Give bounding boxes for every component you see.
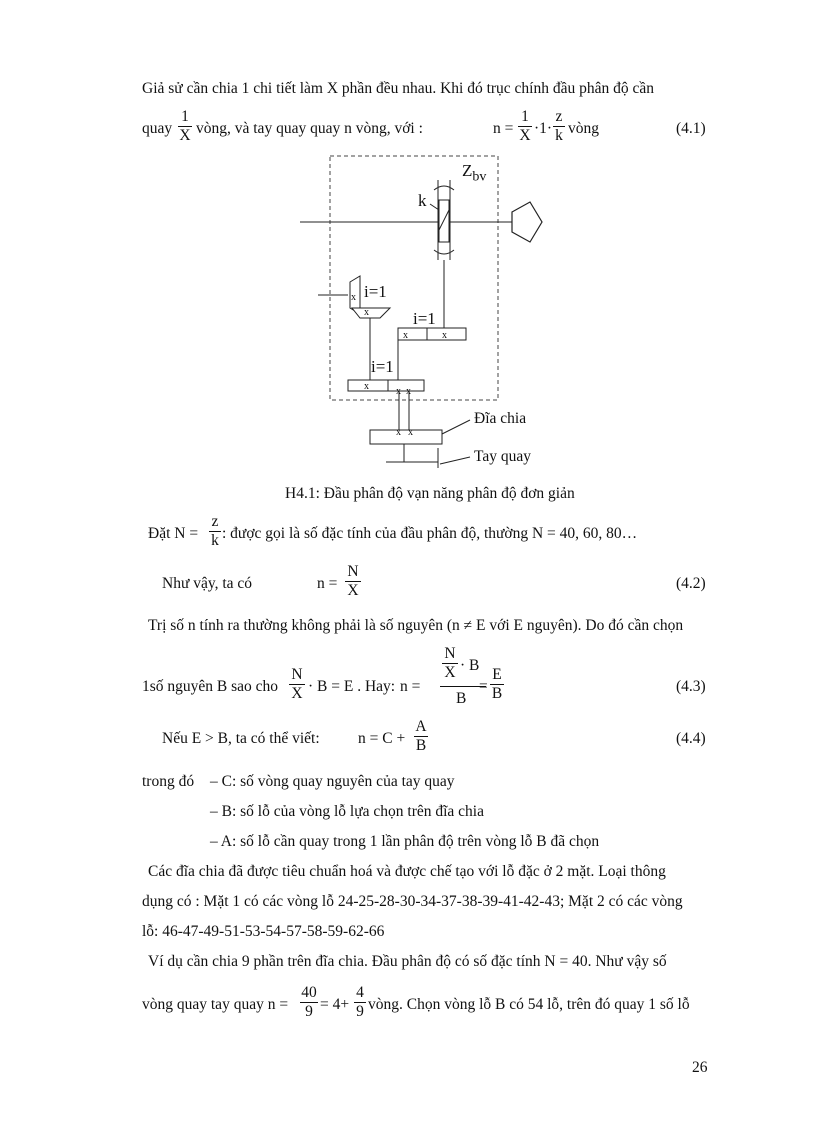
para8-mid: = 4+ — [320, 996, 350, 1013]
label-x: x — [442, 330, 447, 341]
label-zbv: $Z_{bv}$ — [462, 161, 487, 185]
para1-quay: quay — [142, 120, 173, 137]
label-x: x — [364, 381, 369, 392]
eq41-number: (4.1) — [676, 120, 706, 137]
def-item-a: – A: số lỗ cần quay trong 1 lần phân độ trên vòng lỗ B đã chọn — [210, 833, 600, 850]
para7-line3: lỗ: 46-47-49-51-53-54-57-58-59-62-66 — [142, 923, 385, 940]
para3-text: Như vậy, ta có — [162, 575, 253, 592]
para8-line1: Ví dụ cần chia 9 phần trên đĩa chia. Đầu phân độ có số đặc tính N = 40. Như vậy số — [148, 953, 667, 970]
eq43-inner-frac: N X — [442, 646, 458, 681]
para8-post: vòng. Chọn vòng lỗ B có 54 lỗ, trên đó quay 1 số lỗ — [368, 996, 690, 1013]
fraction-1-over-x: 1 X — [179, 108, 191, 144]
para8-pre: vòng quay tay quay n = — [142, 996, 289, 1013]
label-x: x — [351, 292, 356, 303]
eq43-den-b: B — [456, 690, 467, 707]
label-dia-chia: Đĩa chia — [474, 410, 527, 427]
eq42-number: (4.2) — [676, 575, 706, 592]
para5-mid: · B = E . Hay: — [308, 678, 396, 695]
eq43-number: (4.3) — [676, 678, 706, 695]
eq43-equals: = — [479, 678, 488, 695]
para7-line2: dụng có : Mặt 1 có các vòng lỗ 24-25-28-30-34-37-38-39-41-42-43; Mặt 2 có các vòng — [142, 893, 683, 910]
para5-text1: 1số nguyên B sao cho — [142, 678, 279, 695]
eq44-frac-ab: A B — [415, 718, 427, 754]
para4-text: Trị số n tính ra thường không phải là số nguyên (n ≠ E với E nguyên). Do đó cần chọn — [148, 617, 684, 634]
def-item-b: – B: số lỗ của vòng lỗ lựa chọn trên đĩa chia — [210, 803, 484, 820]
defs-trong-do: trong đó — [142, 773, 195, 790]
page-number: 26 — [692, 1059, 708, 1076]
eq44-n: n = C + — [358, 730, 406, 747]
eq43-frac-eb: E B — [491, 666, 503, 702]
para6-text: Nếu E > B, ta có thể viết: — [162, 730, 320, 747]
def-item-c: – C: số vòng quay nguyên của tay quay — [210, 773, 455, 790]
eq42-n: n = — [317, 575, 338, 592]
eq41-frac-1x: 1 X — [519, 108, 531, 144]
label-x: x — [406, 386, 411, 397]
para5-frac-nx: N X — [289, 667, 305, 702]
eq44-number: (4.4) — [676, 730, 706, 747]
para7-line1: Các đĩa chia đã được tiêu chuẩn hoá và được chế tạo với lỗ đặc ở 2 mặt. Loại thông — [148, 863, 666, 880]
fraction-z-over-k: z k — [209, 514, 221, 549]
para1-line1: Giả sử cần chia 1 chi tiết làm X phần đều nhau. Khi đó trục chính đầu phân độ cần — [142, 80, 654, 97]
para8-frac-40-9: 40 9 — [301, 984, 317, 1020]
para1-rest: vòng, và tay quay quay n vòng, với : — [196, 120, 423, 137]
label-i1-top: i=1 — [364, 282, 387, 301]
figure-caption: H4.1: Đầu phân độ vạn năng phân độ đơn giản — [285, 485, 575, 502]
label-x: x — [364, 307, 369, 318]
label-i1-low: i=1 — [371, 357, 394, 376]
para8-frac-4-9: 4 9 — [354, 985, 366, 1020]
eq43-dotb: · B — [460, 657, 480, 674]
label-tay-quay: Tay quay — [474, 448, 532, 465]
label-x: x — [408, 427, 413, 438]
eq41-frac-zk: z k — [553, 109, 565, 144]
eq42-frac-nx: N X — [345, 564, 361, 599]
eq43-n: n = — [400, 678, 421, 695]
eq41-n: n = — [493, 120, 514, 137]
para2-dat: Đặt N = — [148, 525, 199, 542]
label-k: k — [418, 191, 427, 210]
label-i1-mid: i=1 — [413, 309, 436, 328]
label-x: x — [396, 427, 401, 438]
label-x: x — [403, 330, 408, 341]
eq41-vong: vòng — [568, 120, 599, 137]
para2-rest: : được gọi là số đặc tính của đầu phân độ, thường N = 40, 60, 80… — [222, 525, 638, 542]
label-x: x — [396, 386, 401, 397]
eq41-dot: ·1· — [534, 120, 553, 137]
